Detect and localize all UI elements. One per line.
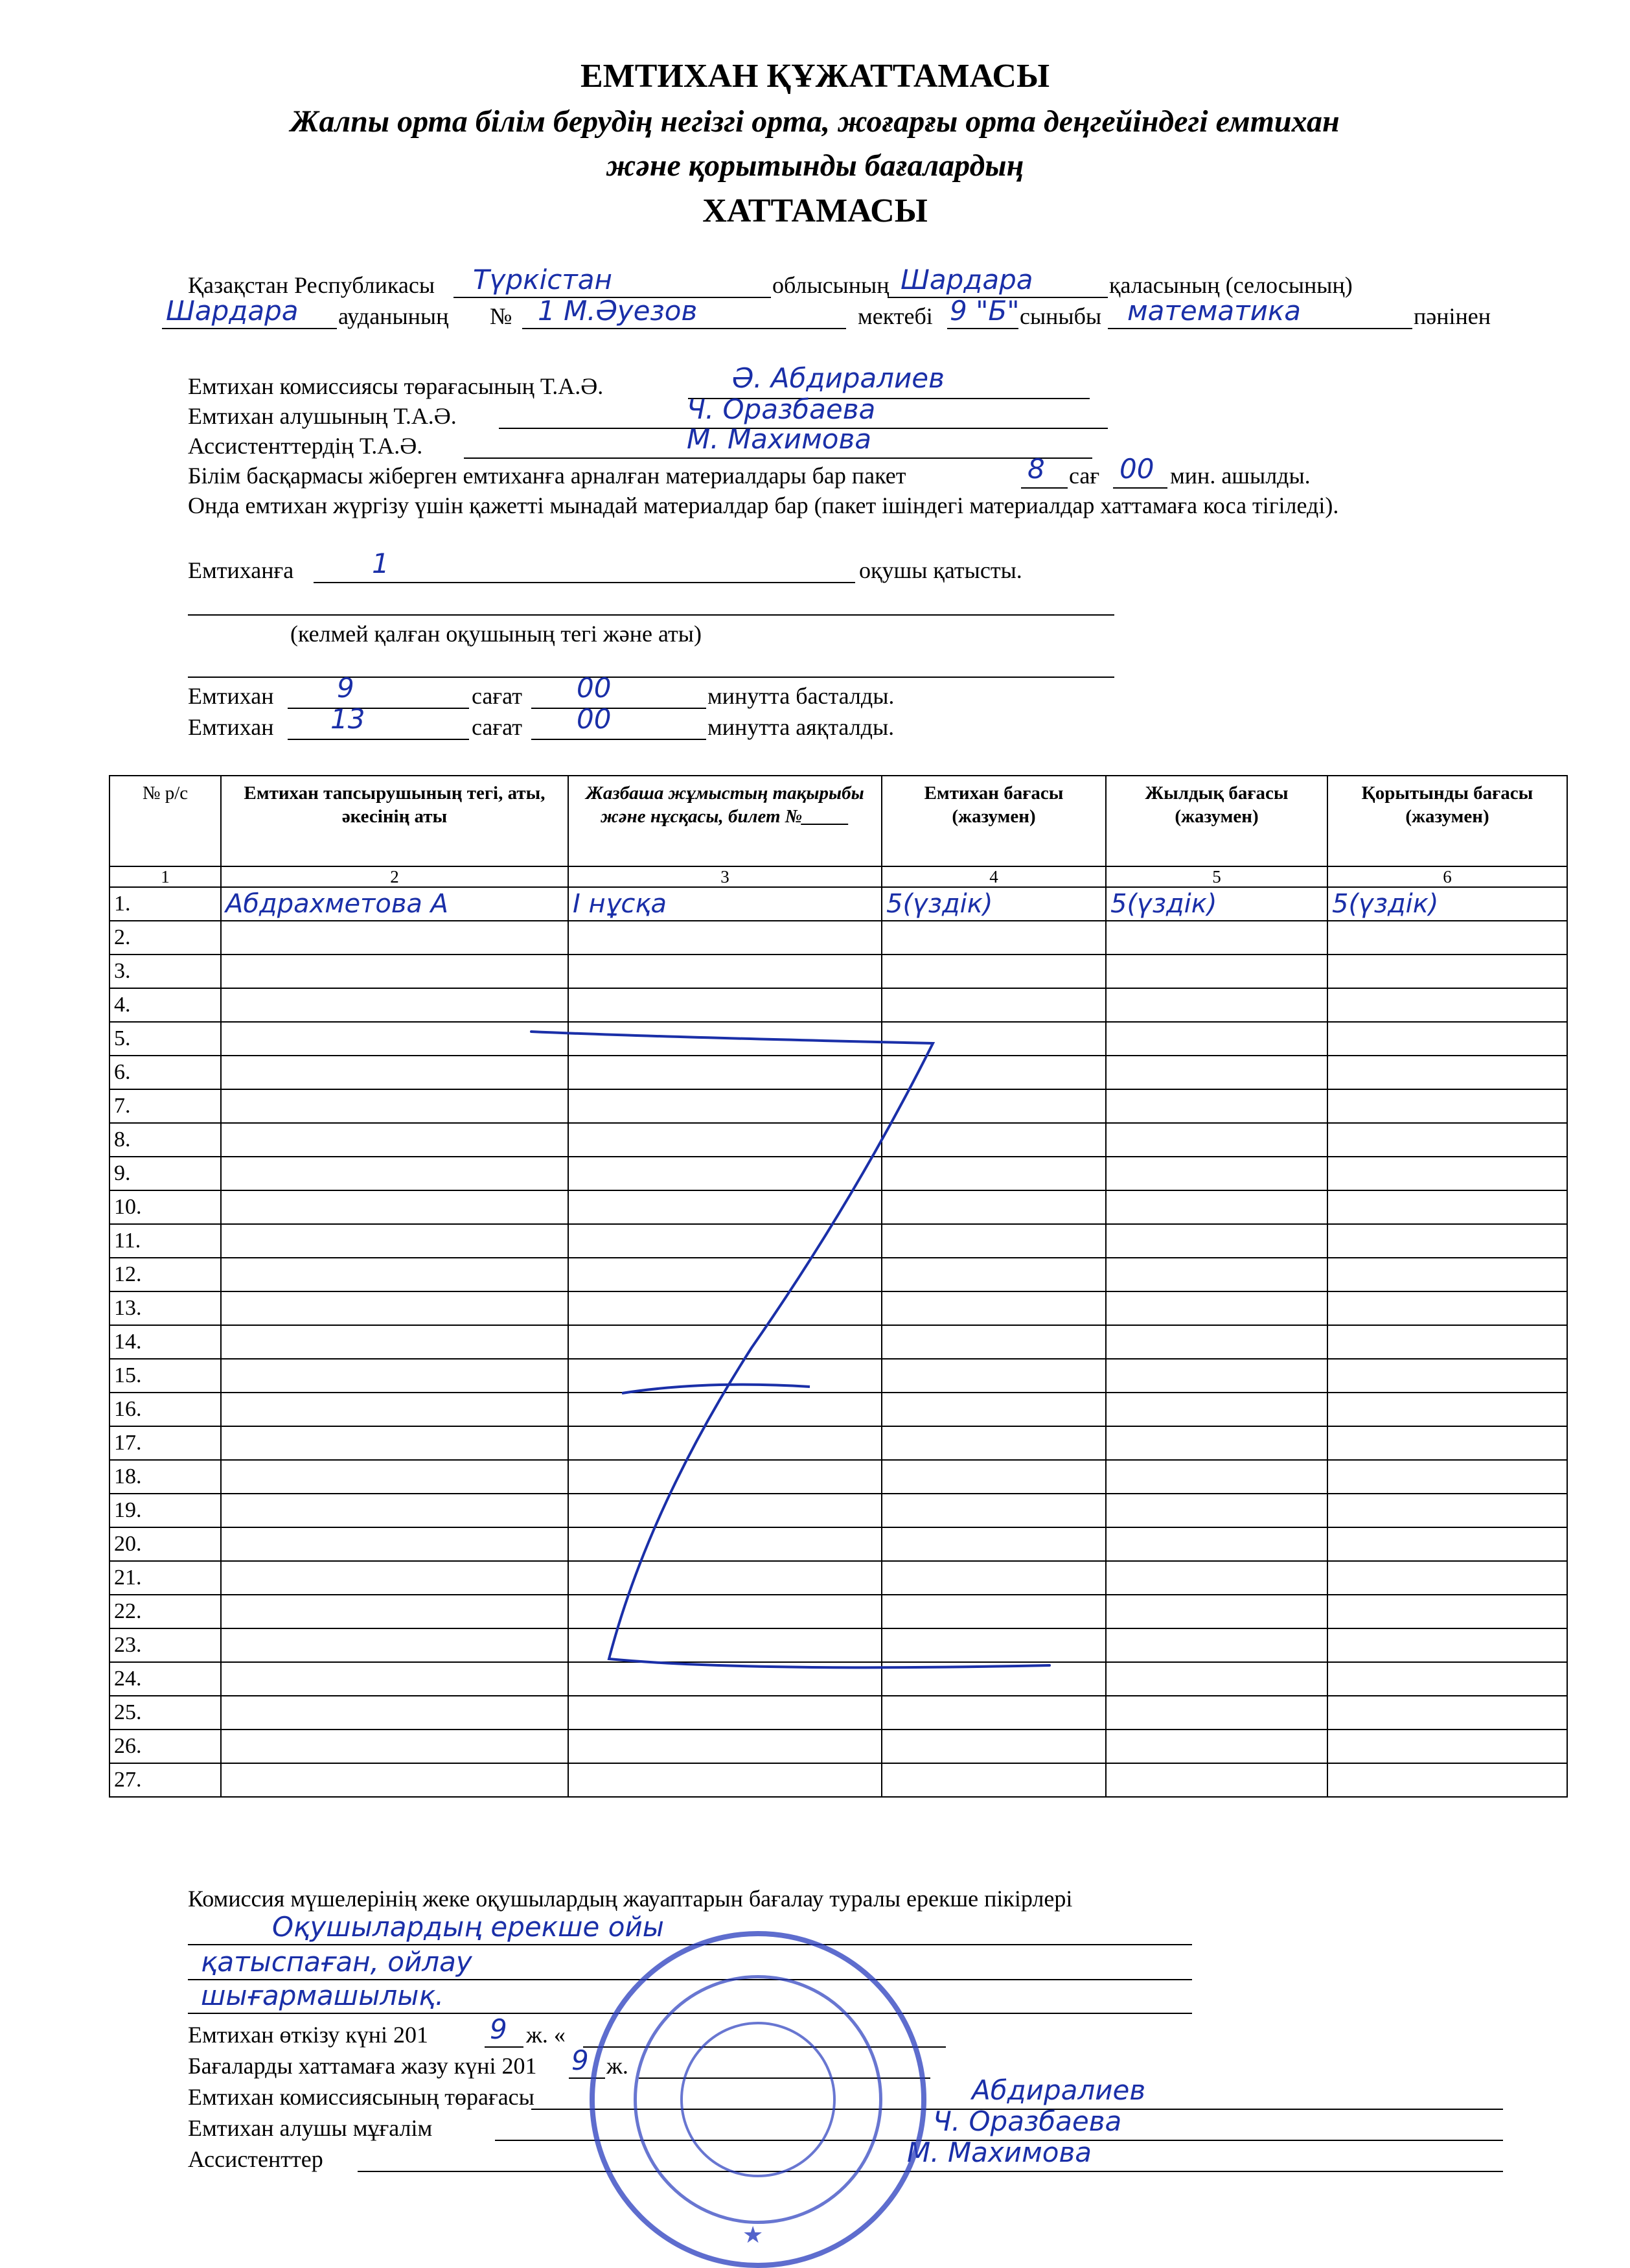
row-number-cell: 22. <box>109 1595 221 1628</box>
chair-sign-label: Емтихан комиссиясының төрағасы <box>188 2084 534 2110</box>
chair-value: Ә. Абдиралиев <box>732 362 945 394</box>
examiner-value: Ч. Оразбаева <box>687 393 876 425</box>
package-minute-word: мин. ашылды. <box>1170 463 1311 489</box>
annual-grade-cell[interactable]: 5(үздік) <box>1106 887 1327 921</box>
row-number-cell: 9. <box>109 1157 221 1190</box>
exam-date-year-value: 9 <box>490 2013 507 2045</box>
row-number-cell: 25. <box>109 1696 221 1730</box>
document-subtitle-2: және қорытынды бағалардың <box>606 148 1024 183</box>
index-cell: 6 <box>1327 866 1567 887</box>
row-number-cell: 26. <box>109 1730 221 1763</box>
index-cell: 1 <box>109 866 221 887</box>
assistant-value: М. Махимова <box>687 423 871 455</box>
district-value: Шардара <box>166 295 299 327</box>
row-number-cell: 4. <box>109 988 221 1022</box>
subject-value: математика <box>1127 295 1302 327</box>
row-number-cell: 19. <box>109 1494 221 1527</box>
row-number-cell: 23. <box>109 1628 221 1662</box>
package-text: Білім басқармасы жіберген емтиханға арналған материалдары бар пакет <box>188 463 906 489</box>
grades-date-year-value: 9 <box>571 2044 589 2076</box>
header-student-name: Емтихан тапсырушының тегі, аты, әкесінің аты <box>221 776 568 866</box>
materials-text: Онда емтихан жүргізу үшін қажетті мынадай материалдар бар (пакет ішіндегі материалдар хаттамаға коса тігіледі). <box>188 492 1339 518</box>
subject-suffix: пәнінен <box>1414 303 1491 329</box>
document-title: ЕМТИХАН ҚҰЖАТТАМАСЫ <box>580 58 1050 95</box>
end-suffix: минутта аяқталды. <box>707 714 895 740</box>
row-number-cell: 10. <box>109 1190 221 1224</box>
row-number-cell: 11. <box>109 1224 221 1258</box>
row-number-cell: 6. <box>109 1056 221 1089</box>
republic-label: Қазақстан Республикасы <box>188 272 435 298</box>
package-minute-value: 00 <box>1119 453 1154 485</box>
class-value: 9 "Б" <box>950 295 1020 327</box>
row-number-cell: 7. <box>109 1089 221 1123</box>
start-label: Емтихан <box>188 683 274 709</box>
opinion-label: Комиссия мүшелерінің жеке оқушылардың жауаптарын бағалау туралы ерекше пікірлері <box>188 1886 1073 1912</box>
row-number-cell: 2. <box>109 921 221 955</box>
class-suffix: сыныбы <box>1020 303 1102 329</box>
city-suffix: қаласының (селосының) <box>1109 272 1353 298</box>
city-value: Шардара <box>901 264 1033 295</box>
official-seal-icon: ★ <box>590 1931 926 2268</box>
row-number-cell: 17. <box>109 1426 221 1460</box>
row-number-cell: 5. <box>109 1022 221 1056</box>
index-cell: 4 <box>882 866 1106 887</box>
school-suffix: мектебі <box>858 303 933 329</box>
header-annual-grade: Жылдық бағасы (жазумен) <box>1106 776 1327 866</box>
grades-date-suffix: ж. <box>606 2053 628 2079</box>
header-final-grade: Қорытынды бағасы (жазумен) <box>1327 776 1567 866</box>
student-name-cell[interactable]: Абдрахметова А <box>221 887 568 921</box>
attended-suffix: оқушы қатысты. <box>859 557 1022 583</box>
row-number-cell: 24. <box>109 1662 221 1696</box>
row-number-cell: 12. <box>109 1258 221 1291</box>
exam-date-suffix: ж. « <box>526 2022 566 2048</box>
header-number: № р/с <box>109 776 221 866</box>
row-number-cell: 21. <box>109 1561 221 1595</box>
topic-cell[interactable]: I нұсқа <box>568 887 882 921</box>
start-minute-value: 00 <box>577 672 612 704</box>
school-value: 1 М.Әуезов <box>538 295 698 327</box>
exam-grade-cell[interactable]: 5(үздік) <box>882 887 1106 921</box>
document-subtitle-1: Жалпы орта білім берудің негізгі орта, жоғарғы орта деңгейіндегі емтихан <box>290 104 1340 139</box>
document-subtitle-3: ХАТТАМАСЫ <box>702 192 928 229</box>
row-number-cell: 27. <box>109 1763 221 1797</box>
assistants-sign-label: Ассистенттер <box>188 2146 323 2172</box>
start-hour-word: сағат <box>472 683 522 709</box>
chair-sign-value: Абдиралиев <box>972 2074 1146 2106</box>
region-suffix: облысының <box>772 272 890 298</box>
row-number-cell: 13. <box>109 1291 221 1325</box>
row-number-cell: 1. <box>109 887 221 921</box>
row-number-cell: 14. <box>109 1325 221 1359</box>
start-suffix: минутта басталды. <box>707 683 895 709</box>
exam-date-label: Емтихан өткізу күні 201 <box>188 2022 428 2048</box>
package-hour-value: 8 <box>1027 453 1045 485</box>
assistants-sign-value: М. Махимова <box>907 2136 1092 2168</box>
header-exam-grade: Емтихан бағасы (жазумен) <box>882 776 1106 866</box>
row-number-cell: 15. <box>109 1359 221 1393</box>
region-value: Түркістан <box>473 264 612 295</box>
end-hour-word: сағат <box>472 714 522 740</box>
district-suffix: ауданының <box>338 303 449 329</box>
attended-value: 1 <box>372 548 389 579</box>
examiner-label: Емтихан алушының Т.А.Ә. <box>188 403 457 429</box>
teacher-sign-value: Ч. Оразбаева <box>933 2105 1122 2137</box>
index-cell: 2 <box>221 866 568 887</box>
end-minute-value: 00 <box>577 703 612 735</box>
teacher-sign-label: Емтихан алушы мұғалім <box>188 2115 433 2141</box>
row-number-cell: 16. <box>109 1393 221 1426</box>
row-number-cell: 3. <box>109 955 221 988</box>
opinion-text-2: қатыспаған, ойлау <box>201 1946 472 1978</box>
assistant-label: Ассистенттердің Т.А.Ә. <box>188 433 423 459</box>
header-topic: Жазбаша жұмыстың тақырыбы және нұсқасы, билет №_____ <box>568 776 882 866</box>
index-cell: 3 <box>568 866 882 887</box>
grades-date-label: Бағаларды хаттамаға жазу күні 201 <box>188 2053 537 2079</box>
absent-caption: (келмей қалған оқушының тегі және аты) <box>290 621 702 647</box>
chair-label: Емтихан комиссиясы төрағасының Т.А.Ә. <box>188 373 604 399</box>
index-cell: 5 <box>1106 866 1327 887</box>
end-label: Емтихан <box>188 714 274 740</box>
opinion-text-1: Оқушылардың ерекше ойы <box>272 1911 664 1943</box>
package-hour-word: сағ <box>1069 463 1100 489</box>
final-grade-cell[interactable]: 5(үздік) <box>1327 887 1567 921</box>
row-number-cell: 20. <box>109 1527 221 1561</box>
end-hour-value: 13 <box>330 703 365 735</box>
start-hour-value: 9 <box>337 672 354 704</box>
school-number-label: № <box>490 303 512 329</box>
attended-label: Емтиханға <box>188 557 294 583</box>
row-number-cell: 18. <box>109 1460 221 1494</box>
opinion-text-3: шығармашылық. <box>201 1980 444 2011</box>
row-number-cell: 8. <box>109 1123 221 1157</box>
